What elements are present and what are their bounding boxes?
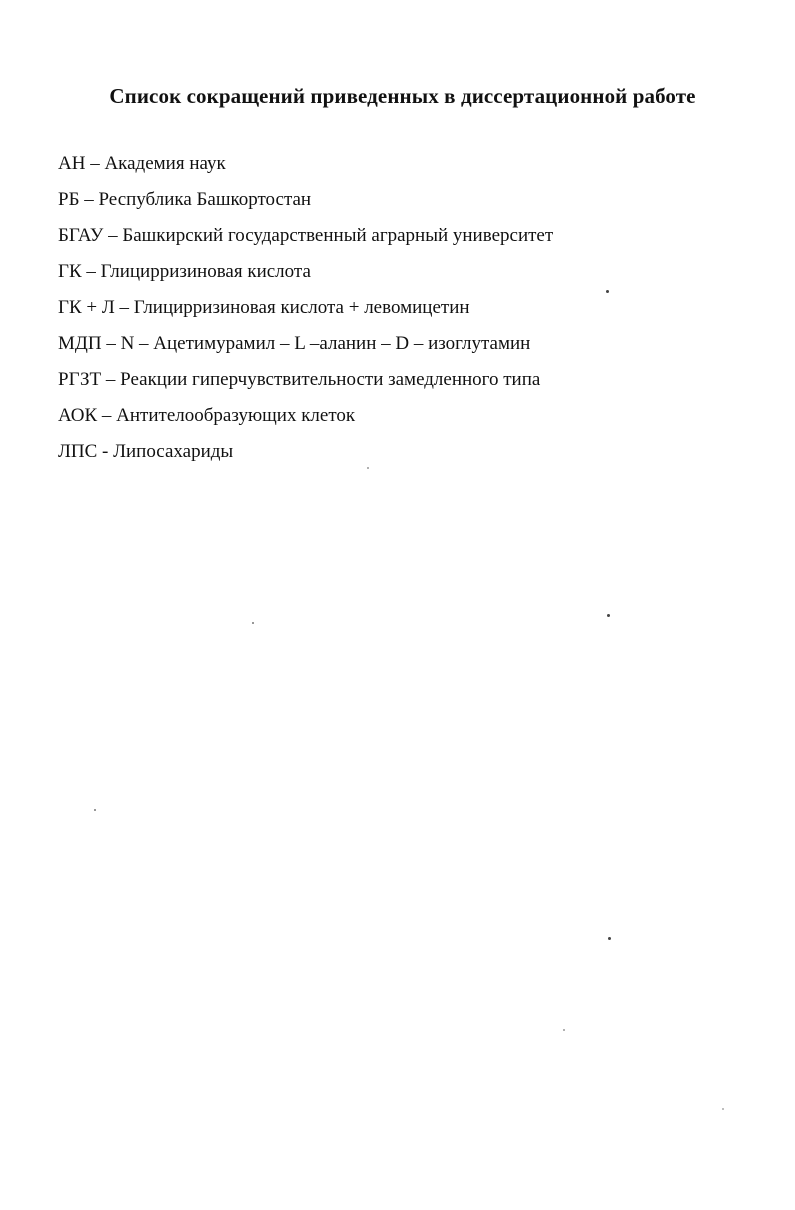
page-title: Список сокращений приведенных в диссертационной работе (109, 84, 696, 108)
abbreviation-item: АОК – Антителообразующих клеток (58, 405, 356, 426)
scan-speck (607, 614, 610, 617)
scan-speck (94, 809, 96, 811)
abbreviation-item: ГК + Л – Глицирризиновая кислота + левомицетин (58, 297, 470, 318)
abbreviation-item: РБ – Республика Башкортостан (58, 189, 312, 210)
scan-speck (606, 290, 609, 293)
abbreviation-item: АН – Академия наук (58, 153, 226, 174)
abbreviation-item: ЛПС - Липосахариды (58, 441, 234, 462)
scan-speck (252, 622, 254, 624)
abbreviation-list (58, 146, 553, 470)
abbreviation-item: БГАУ – Башкирский государственный аграрный университет (58, 225, 554, 246)
scan-speck (563, 1029, 565, 1031)
scan-speck (608, 937, 611, 940)
scan-speck (367, 467, 369, 469)
abbreviation-item: МДП – N – Ацетимурамил – L –аланин – D – изоглутамин (58, 333, 531, 354)
scan-speck (722, 1108, 724, 1110)
abbreviation-item: РГЗТ – Реакции гиперчувствительности замедленного типа (58, 369, 541, 390)
abbreviation-item: ГК – Глицирризиновая кислота (58, 261, 311, 282)
